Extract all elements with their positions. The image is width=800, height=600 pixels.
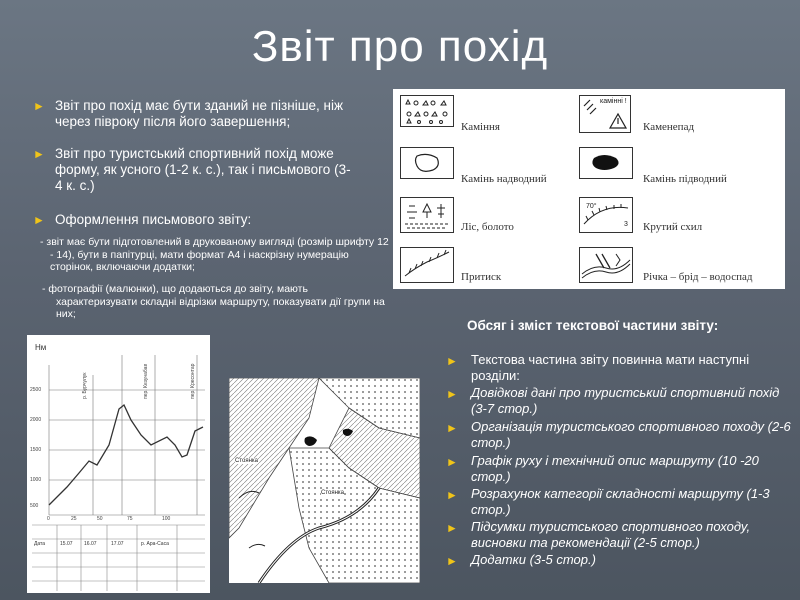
profile-tick-x-4: 75 bbox=[127, 516, 133, 522]
profile-table-cell-3: 16.07 bbox=[84, 541, 97, 547]
legend-label-stones: Каміння bbox=[461, 121, 500, 133]
legend-label-pressing-cliff: Притиск bbox=[461, 271, 502, 283]
legend-label-forest-swamp: Ліс, болото bbox=[461, 221, 514, 233]
profile-tick-y-2: 2000 bbox=[30, 417, 42, 423]
profile-axis-label: Нм bbox=[35, 343, 47, 352]
legend-label-river-ford-waterfall: Річка – брід – водоспад bbox=[643, 271, 753, 283]
right-item-7 bbox=[446, 552, 791, 568]
right-item-1 bbox=[446, 352, 791, 384]
bullet-arrow-icon: ► bbox=[446, 488, 458, 502]
legend-label-underwater-stone: Камінь підводний bbox=[643, 173, 727, 185]
legend-label-above-water-stone: Камінь надводний bbox=[461, 173, 547, 185]
right-item-6-text: Підсумки туристського спортивного походу, висновки та рекомендації (2-5 стор.) bbox=[471, 519, 751, 550]
stones-symbol bbox=[400, 95, 454, 127]
right-item-4 bbox=[446, 453, 791, 485]
right-item-5-text: Розрахунок категорії складності маршруту (1-3 стор.) bbox=[471, 486, 770, 517]
bullet-arrow-icon: ► bbox=[446, 387, 458, 401]
right-item-3-text: Організація туристського спортивного походу (2-6 стор.) bbox=[471, 419, 791, 450]
bullet-arrow-icon: ► bbox=[446, 421, 458, 435]
profile-tick-x-5: 100 bbox=[162, 516, 171, 522]
bullet-arrow-icon: ► bbox=[446, 554, 458, 568]
profile-tick-y-4: 1000 bbox=[30, 477, 42, 483]
profile-tick-y-1: 2500 bbox=[30, 387, 42, 393]
profile-table-cell-5: р. Ара-Саса bbox=[141, 541, 169, 547]
map-legend-panel bbox=[393, 89, 785, 289]
profile-tick-x-2: 25 bbox=[71, 516, 77, 522]
profile-vlabel-1: р. Бурчулук bbox=[82, 372, 88, 399]
river-ford-waterfall-symbol bbox=[579, 247, 633, 283]
legend-warning-text: камінні ! bbox=[600, 98, 627, 105]
bullet-arrow-icon: ► bbox=[446, 521, 458, 535]
svg-text:70°: 70° bbox=[586, 203, 597, 210]
profile-table-cell-2: 15.07 bbox=[60, 541, 73, 547]
legend-label-rockfall: Каменепад bbox=[643, 121, 695, 133]
right-item-6 bbox=[446, 519, 791, 551]
profile-vlabel-2: пер. Кезунабав bbox=[143, 363, 149, 399]
profile-vlabel-3: пер. Кресонтар bbox=[190, 363, 196, 399]
right-item-7-text: Додатки (3-5 стор.) bbox=[471, 552, 596, 567]
text-section-heading: Обсяг і зміст текстової частини звіту: bbox=[467, 318, 719, 333]
profile-tick-y-3: 1500 bbox=[30, 447, 42, 453]
above-water-stone-symbol bbox=[400, 147, 454, 179]
underwater-stone-symbol bbox=[579, 147, 633, 179]
right-item-2-text: Довідкові дані про туристський спортивний похід (3-7 стор.) bbox=[471, 385, 780, 416]
profile-table-cell-4: 17.07 bbox=[111, 541, 124, 547]
left-sub-2: - фотографії (малюнки), що додаються до звіту, мають характеризувати складні відрізки маршруту, показувати дії групи на них; bbox=[42, 283, 385, 320]
left-bullet-2 bbox=[33, 146, 355, 194]
left-bullet-3-text: Оформлення письмового звіту: bbox=[55, 212, 252, 227]
svg-text:3: 3 bbox=[624, 221, 628, 228]
left-bullet-1-text: Звіт про похід має бути зданий не пізніше, ніж через півроку після його завершення; bbox=[55, 98, 344, 129]
bullet-arrow-icon: ► bbox=[33, 99, 45, 113]
steep-slope-symbol bbox=[579, 197, 633, 233]
right-item-5 bbox=[446, 486, 791, 518]
profile-tick-x-3: 50 bbox=[97, 516, 103, 522]
slide-title: Звіт про похід bbox=[251, 22, 549, 71]
profile-tick-x-1: 0 bbox=[47, 516, 50, 522]
left-bullet-2-text: Звіт про туристський спортивний похід може форму, як усного (1-2 к. с.), так і письмового (3-4 к. с.) bbox=[55, 146, 351, 193]
route-map-sketch bbox=[229, 378, 420, 583]
left-sub-1: - звіт має бути підготовлений в друкованому вигляді (розмір шрифту 12 - 14), бути в папітурці, мати формат А4 і наскрізну нумерацію сторінок, включаючи додатки; bbox=[40, 236, 389, 273]
bullet-arrow-icon: ► bbox=[446, 354, 458, 368]
right-item-1-text: Текстова частина звіту повинна мати наступні розділи: bbox=[471, 352, 750, 383]
bullet-arrow-icon: ► bbox=[33, 213, 45, 227]
legend-label-steep-slope: Крутий схил bbox=[643, 221, 703, 233]
right-item-2 bbox=[446, 385, 791, 417]
bullet-arrow-icon: ► bbox=[33, 147, 45, 161]
profile-table-cell-1: Дата bbox=[34, 541, 46, 547]
right-item-4-text: Графік руху і технічний опис маршруту (10 -20 стор.) bbox=[471, 453, 759, 484]
profile-tick-y-5: 500 bbox=[30, 503, 39, 509]
bullet-arrow-icon: ► bbox=[446, 455, 458, 469]
forest-swamp-symbol bbox=[400, 197, 454, 233]
rockfall-symbol bbox=[579, 95, 631, 133]
map-label-camp-2: Стоянка bbox=[321, 490, 345, 496]
elevation-profile-image bbox=[27, 335, 210, 593]
left-bullet-1 bbox=[33, 98, 375, 130]
pressing-cliff-symbol bbox=[400, 247, 454, 283]
left-bullet-3 bbox=[33, 212, 355, 228]
map-label-camp-1: Стоянка bbox=[235, 458, 259, 464]
right-item-3 bbox=[446, 419, 791, 451]
